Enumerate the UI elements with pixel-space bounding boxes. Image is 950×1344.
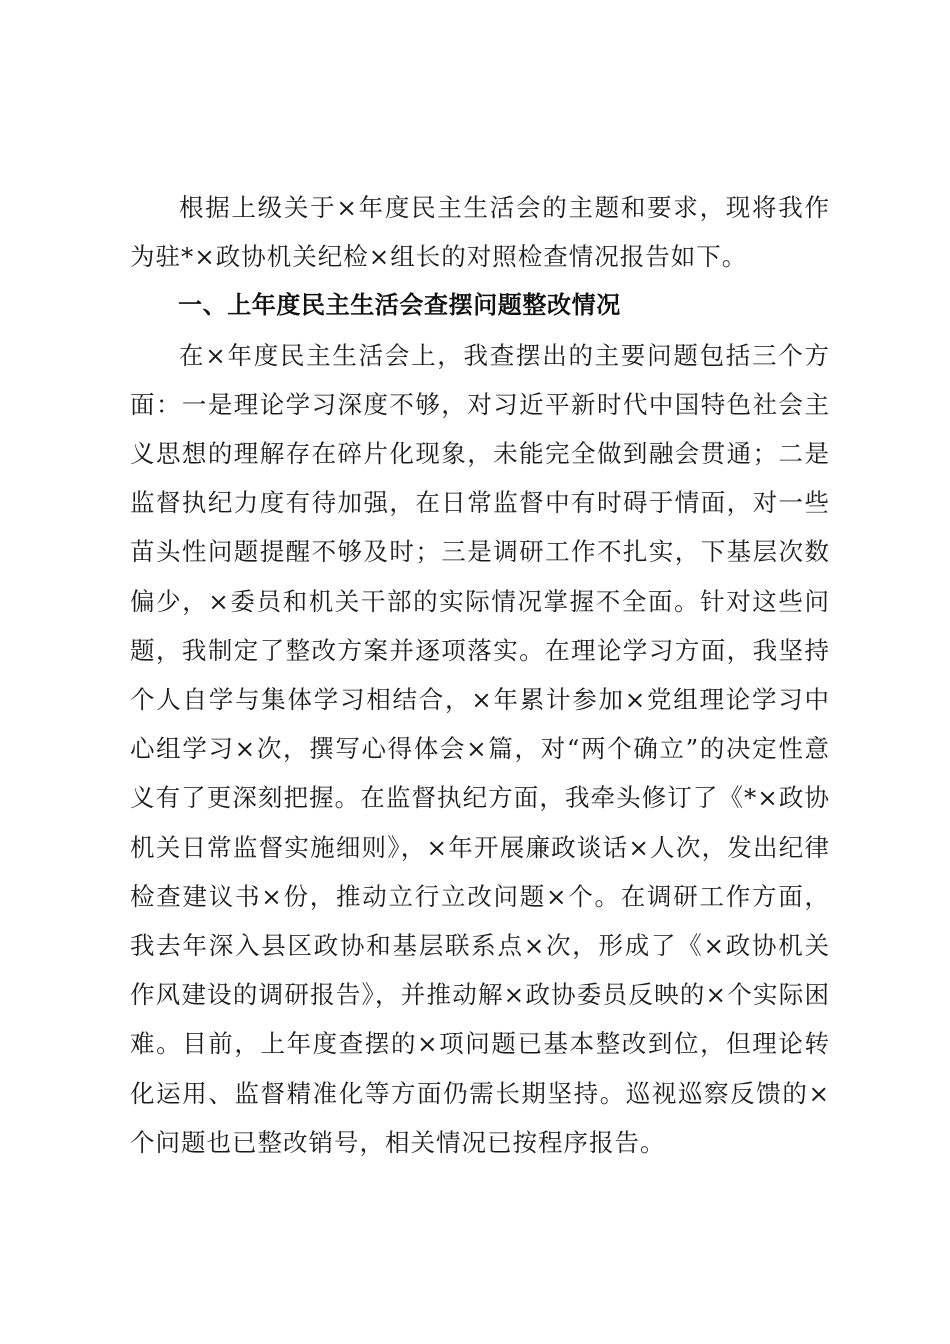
section-body-paragraph: 在×年度民主生活会上，我查摆出的主要问题包括三个方面：一是理论学习深度不够，对习近平新时代中国特色社会主义思想的理解存在碎片化现象，未能完全做到融会贯通；二是监督执纪力度有待加强，在日常监督中有时碍于情面，对一些苗头性问题提醒不够及时；三是调研工作不扎实，下基层次数偏少，×委员和机关干部的实际情况掌握不全面。针对这些问题，我制定了整改方案并逐项落实。在理论学习方面，我坚持个人自学与集体学习相结合，×年累计参加×党组理论学习中心组学习×次，撰写心得体会×篇，对“两个确立”的决定性意义有了更深刻把握。在监督执纪方面，我牵头修订了《*×政协机关日常监督实施细则》，×年开展廉政谈话×人次，发出纪律检查建议书×份，推动立行立改问题×个。在调研工作方面，我去年深入县区政协和基层联系点×次，形成了《×政协机关作风建设的调研报告》，并推动解×政协委员反映的×个实际困难。目前，上年度查摆的×项问题已基本整改到位，但理论转化运用、监督精准化等方面仍需长期坚持。巡视巡察反馈的×个问题也已整改销号，相关情况已按程序报告。 [130, 340, 830, 1157]
document-body [130, 183, 830, 1167]
intro-paragraph: 根据上级关于×年度民主生活会的主题和要求，现将我作为驻*×政协机关纪检×组长的对照检查情况报告如下。 [130, 193, 830, 272]
section-heading: 一、上年度民主生活会查摆问题整改情况 [178, 291, 621, 320]
